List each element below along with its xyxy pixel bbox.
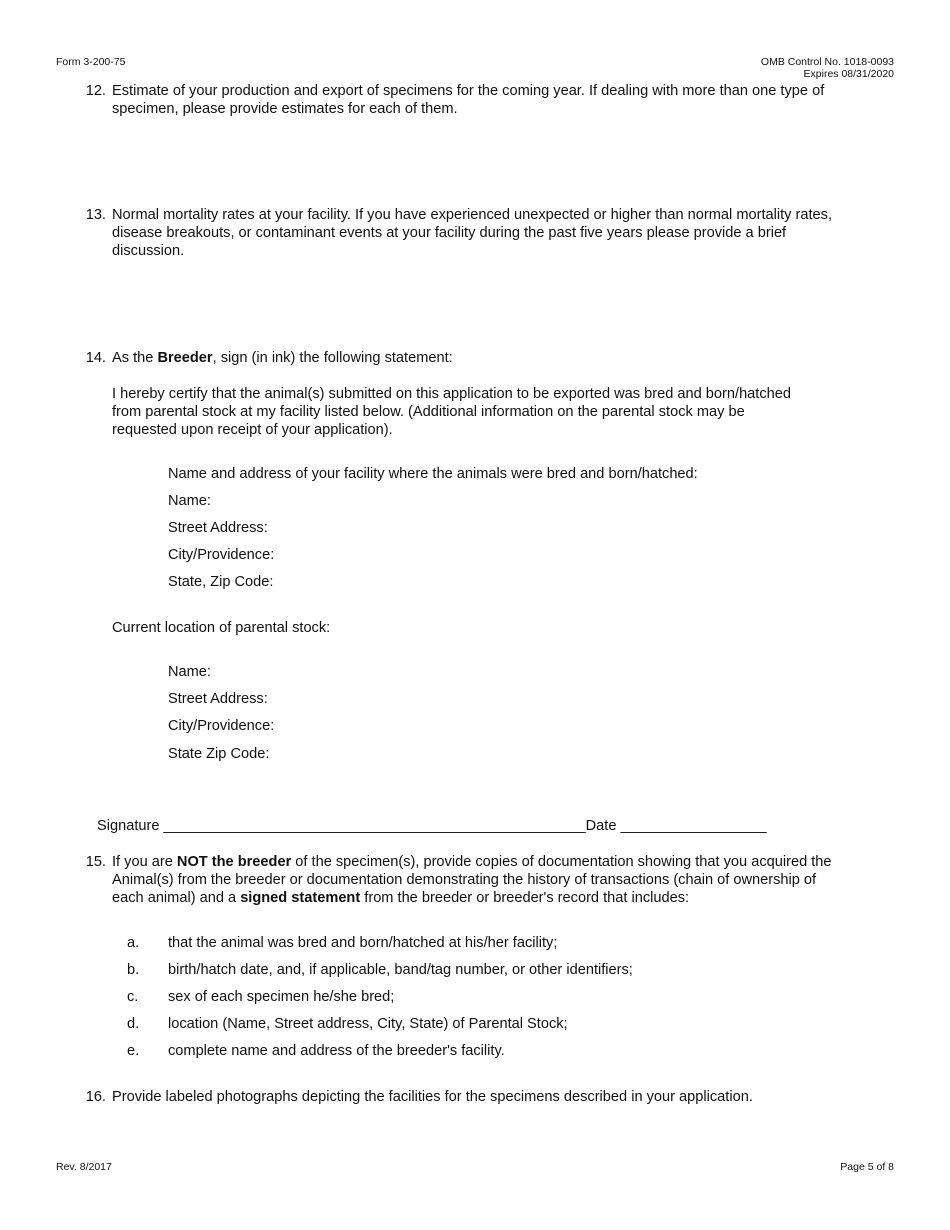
expiration-date: Expires 08/31/2020 [803,68,894,80]
omb-control-number: OMB Control No. 1018-0093 [760,56,894,68]
list-item-text: sex of each specimen he/she bred; [168,989,395,1005]
q13-number: 13. [85,207,106,223]
facility-heading: Name and address of your facility where the animals were bred and born/hatched: [168,466,698,482]
parental-street-label: Street Address: [168,691,268,707]
q14-cert-line1: I hereby certify that the animal(s) submitted on this application to be exported was bred and born/hatched [112,386,792,402]
q12-number: 12. [85,83,106,99]
q15-line3 [112,889,689,907]
list-item-letter: d. [127,1016,140,1032]
facility-name-label: Name: [168,493,211,509]
signature-label: Signature [97,818,160,834]
q14-number: 14. [85,350,106,366]
list-item-letter: c. [127,989,139,1005]
q15-number: 15. [85,854,106,870]
q14-cert-line3: requested upon receipt of your application). [112,422,393,438]
q14-cert-line2: from parental stock at my facility listed below. (Additional information on the parental stock may be [112,404,745,420]
list-item-text: that the animal was bred and born/hatched at his/her facility; [168,935,558,951]
parental-city-label: City/Providence: [168,718,275,734]
date-line[interactable]: __________________ [620,818,767,834]
facility-city-label: City/Providence: [168,547,275,563]
list-item-letter: e. [127,1043,140,1059]
q12-line2: specimen, please provide estimates for each of them. [112,101,458,117]
q15-line1-post: of the specimen(s), provide copies of documentation showing that you acquired the [291,854,832,870]
q16-text: Provide labeled photographs depicting the facilities for the specimens described in your application. [112,1089,753,1105]
list-item-letter: a. [127,935,140,951]
q14-intro-post: , sign (in ink) the following statement: [212,350,453,366]
q14-intro [112,349,453,367]
q12-line1: Estimate of your production and export of specimens for the coming year. If dealing with more than one type of [112,83,825,99]
parental-state-label: State Zip Code: [168,746,270,762]
list-item-letter: b. [127,962,140,978]
q16-number: 16. [85,1089,106,1105]
q13-line1: Normal mortality rates at your facility. If you have experienced unexpected or higher than normal mortality rates, [112,207,833,223]
revision-date: Rev. 8/2017 [56,1161,112,1173]
q13-line3: discussion. [112,243,185,259]
list-item-text: location (Name, Street address, City, State) of Parental Stock; [168,1016,568,1032]
facility-street-label: Street Address: [168,520,268,536]
date-label: Date [585,818,617,834]
parental-heading: Current location of parental stock: [112,620,331,636]
parental-name-label: Name: [168,664,211,680]
facility-state-label: State, Zip Code: [168,574,274,590]
signature-row [97,817,767,835]
form-number: Form 3-200-75 [56,56,126,68]
q15-line1-bold: NOT the breeder [176,854,292,870]
list-item-text: birth/hatch date, and, if applicable, band/tag number, or other identifiers; [168,962,633,978]
signature-line[interactable]: ____________________________________________________ [163,818,586,834]
q15-line2: Animal(s) from the breeder or documentation demonstrating the history of transactions (chain of ownership of [112,872,817,888]
q14-intro-pre: As the [112,350,158,366]
page-number: Page 5 of 8 [840,1161,894,1173]
q15-line1 [112,853,832,871]
q15-line1-pre: If you are [112,854,177,870]
q15-line3-post: from the breeder or breeder's record that includes: [360,890,690,906]
q15-line3-bold: signed statement [240,890,361,906]
q13-line2: disease breakouts, or contaminant events at your facility during the past five years please provide a brief [112,225,787,241]
q15-line3-pre: each animal) and a [112,890,241,906]
list-item-text: complete name and address of the breeder's facility. [168,1043,505,1059]
q14-intro-bold: Breeder [157,350,213,366]
